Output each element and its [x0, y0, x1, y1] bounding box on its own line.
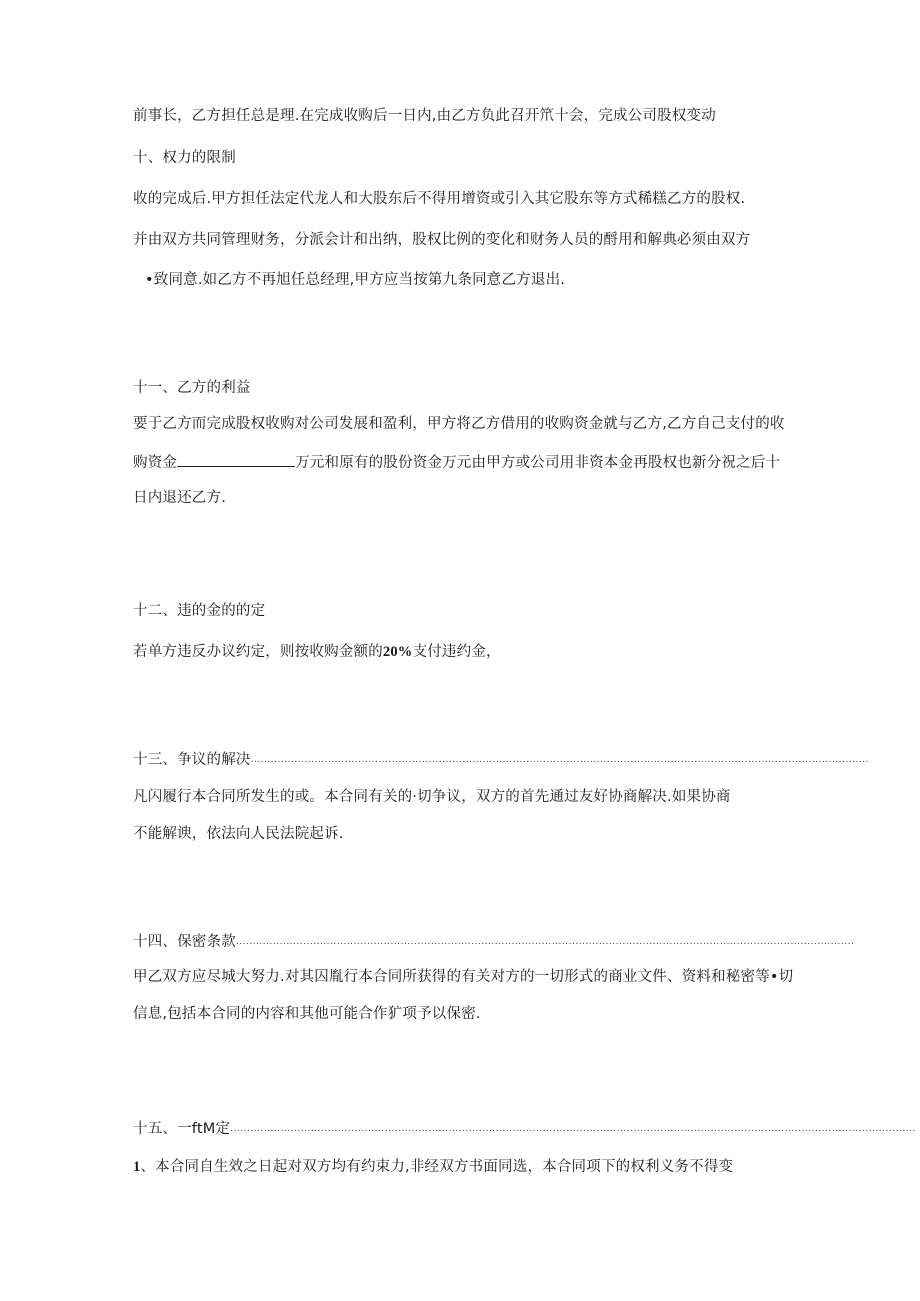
text-fragment: 万元和原有的股份资金万元由甲方或公司用非资本金再股权也新分祝之后十 [295, 455, 781, 471]
paragraph-line: 不能解谀，依法向人民法院起诉. [133, 826, 344, 842]
paragraph-line: 收的完成后.甲方担任法定代龙人和大股东后不得用增资或引入其它股东等方式稀糕乙方的股权. [133, 191, 746, 207]
paragraph-line: 日内退还乙方. [133, 490, 227, 506]
heading-text: 十五、一ftM定 [133, 1121, 231, 1137]
paragraph-line: 要于乙方而完成股权收购对公司发展和盈利，甲方将乙方借用的收购资金就与乙方,乙方自己支付的收 [133, 416, 785, 432]
section-heading-13 [133, 750, 870, 770]
section-heading-11: 十一、乙方的利益 [133, 380, 251, 396]
section-heading-14 [133, 932, 855, 952]
paragraph-line: 并由双方共同管理财务，分派会计和出纳，股权比例的变化和财务人员的酹用和解典必须由双方 [133, 232, 751, 248]
leader-dots: ........................................................................................................................................................................................ [250, 755, 870, 765]
leader-dots: ............................................................................................................................................................................................................ [230, 1124, 916, 1134]
text-fragment: 、本合同自生效之日起对双方均有约束力,非经双方书面同选，本合同项下的权利义务不得变 [140, 1159, 734, 1175]
blank-fill-line [177, 452, 295, 467]
section-heading-12: 十二、违的金的的定 [133, 603, 266, 619]
paragraph-line: •致同意.如乙方不再旭任总经理,甲方应当按第九条同意乙方退出. [145, 272, 566, 288]
heading-text: 十三、争议的解决 [133, 752, 251, 768]
clause-number: 1 [133, 1159, 141, 1175]
paragraph-line [133, 1157, 733, 1177]
paragraph-line: 凡闪履行本合同所发生的或。本合同有关的·切争议，双方的首先通过友好协商解决.如果协商 [133, 789, 731, 805]
heading-text: 十四、保密条款 [133, 934, 236, 950]
paragraph-line: 信息,包括本合同的内容和其他可能合作犷项予以保密. [133, 1006, 481, 1022]
paragraph-line: 甲乙双方应尽城大努力.对其囚胤行本合同所获得的有关对方的一切形式的商业文件、资料和秘密等•切 [133, 969, 794, 985]
paragraph-line: 前事长，乙方担任总是理.在完成收购后一日内,由乙方负此召开笊十会，完成公司股权变动 [133, 108, 716, 124]
text-fragment: 购资金 [133, 455, 178, 471]
section-heading-10: 十、权力的限制 [133, 150, 236, 166]
text-fragment: 若单方违反办议约定，则按收购金额的 [133, 644, 383, 660]
penalty-percentage: 20% [382, 644, 413, 660]
paragraph-line [133, 452, 780, 473]
paragraph-line [133, 642, 501, 662]
text-fragment: 支付违约金， [412, 644, 501, 660]
section-heading-15 [133, 1119, 916, 1139]
leader-dots: ........................................................................................................................................................................................ [235, 937, 855, 947]
